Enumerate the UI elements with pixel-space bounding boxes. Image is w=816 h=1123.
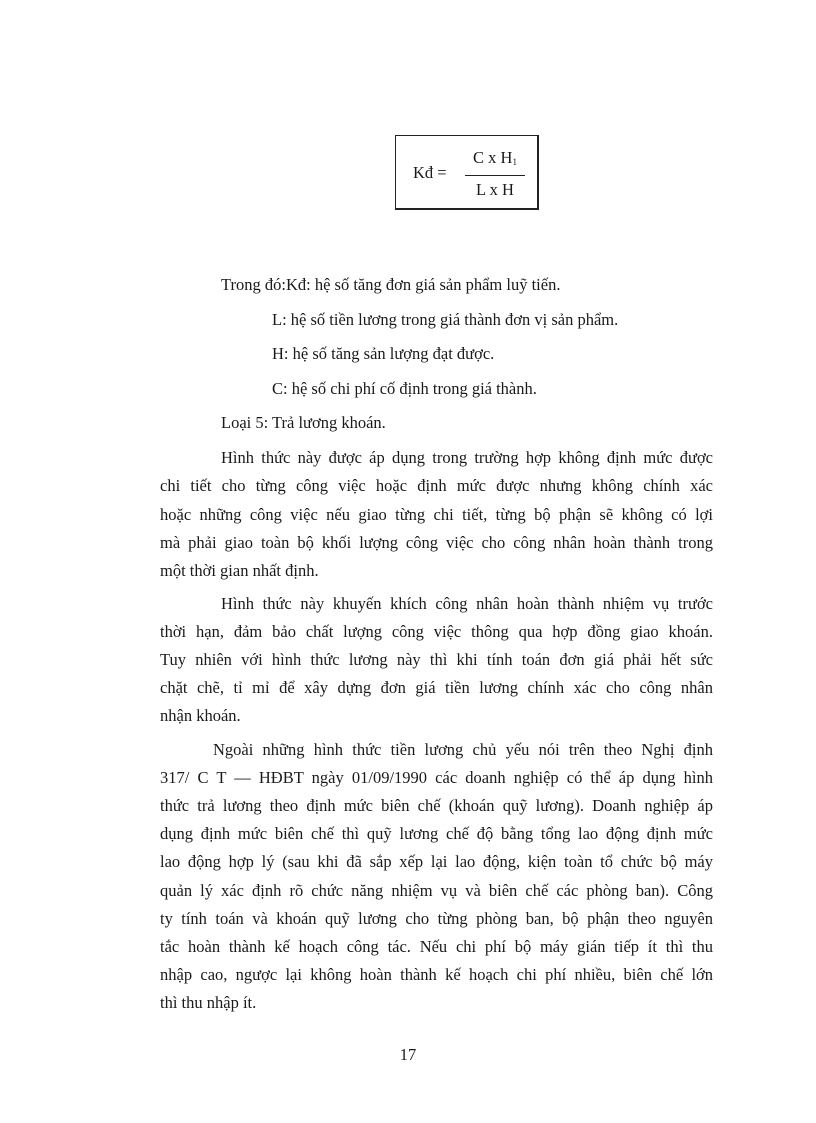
paragraph-1-line: một thời gian nhất định. bbox=[160, 561, 319, 580]
paragraph-1-line: mà phải giao toàn bộ khối lượng công việc cho công nhân hoàn thành trong bbox=[160, 533, 713, 552]
formula-numerator bbox=[465, 147, 525, 173]
paragraph-3-line: dụng định mức biên chế thì quỹ lương chế độ bằng tổng lao động định mức bbox=[160, 824, 713, 843]
paragraph-2-line: Tuy nhiên với hình thức lương này thì khi tính toán đơn giá phải hết sức bbox=[160, 650, 713, 669]
paragraph-2-line: Hình thức này khuyến khích công nhân hoàn thành nhiệm vụ trước bbox=[221, 594, 713, 613]
definition-l: L: hệ số tiền lương trong giá thành đơn vị sản phẩm. bbox=[272, 310, 619, 329]
definition-intro: Trong đó:Kđ: hệ số tăng đơn giá sản phẩm luỹ tiến. bbox=[221, 275, 561, 294]
paragraph-3-line: tắc hoàn thành kế hoạch công tác. Nếu chi phí bộ máy gián tiếp ít thì thu bbox=[160, 937, 713, 956]
section-heading: Loại 5: Trả lương khoán. bbox=[221, 413, 386, 432]
formula-numerator-subscript: 1 bbox=[512, 157, 517, 167]
paragraph-1-line: Hình thức này được áp dụng trong trường hợp không định mức được bbox=[221, 448, 713, 467]
paragraph-3-line: ty tính toán và khoán quỹ lương cho từng phòng ban, bộ phận theo nguyên bbox=[160, 909, 713, 928]
page-number: 17 bbox=[399, 1045, 417, 1064]
paragraph-3-line: nhập cao, ngược lại không hoàn thành kế hoạch chi phí nhiều, biên chế lớn bbox=[160, 965, 713, 984]
paragraph-3-line: Ngoài những hình thức tiền lương chủ yếu nói trên theo Nghị định bbox=[213, 740, 713, 759]
paragraph-3-line: thức trả lương theo định mức biên chế (khoán quỹ lương). Doanh nghiệp áp bbox=[160, 796, 713, 815]
paragraph-3-line: quản lý xác định rõ chức năng nhiệm vụ và biên chế các phòng ban). Công bbox=[160, 881, 713, 900]
definition-c: C: hệ số chi phí cố định trong giá thành. bbox=[272, 379, 537, 398]
paragraph-3-line: thì thu nhập ít. bbox=[160, 993, 257, 1012]
paragraph-2-line: nhận khoán. bbox=[160, 706, 241, 725]
formula-numerator-text: C x H bbox=[473, 148, 513, 167]
formula-lhs: Kđ = bbox=[413, 163, 447, 182]
paragraph-3-line: lao động hợp lý (sau khi đã sắp xếp lại lao động, kiện toàn tổ chức bộ máy bbox=[160, 852, 713, 871]
paragraph-1-line: hoặc những công việc nếu giao từng chi tiết, từng bộ phận sẽ không có lợi bbox=[160, 505, 713, 524]
paragraph-2-line: chặt chẽ, tỉ mỉ để xây dựng đơn giá tiền lương chính xác cho công nhân bbox=[160, 678, 713, 697]
formula-box bbox=[395, 135, 539, 210]
paragraph-1-line: chi tiết cho từng công việc hoặc định mức được nhưng không chính xác bbox=[160, 476, 713, 495]
paragraph-3-line: 317/ C T — HĐBT ngày 01/09/1990 các doanh nghiệp có thể áp dụng hình bbox=[160, 768, 713, 787]
formula-fraction bbox=[465, 147, 525, 201]
formula-denominator: L x H bbox=[476, 180, 514, 199]
definition-h: H: hệ số tăng sản lượng đạt được. bbox=[272, 344, 495, 363]
fraction-bar bbox=[465, 175, 525, 176]
paragraph-2-line: thời hạn, đảm bảo chất lượng công việc thông qua hợp đồng giao khoán. bbox=[160, 622, 713, 641]
